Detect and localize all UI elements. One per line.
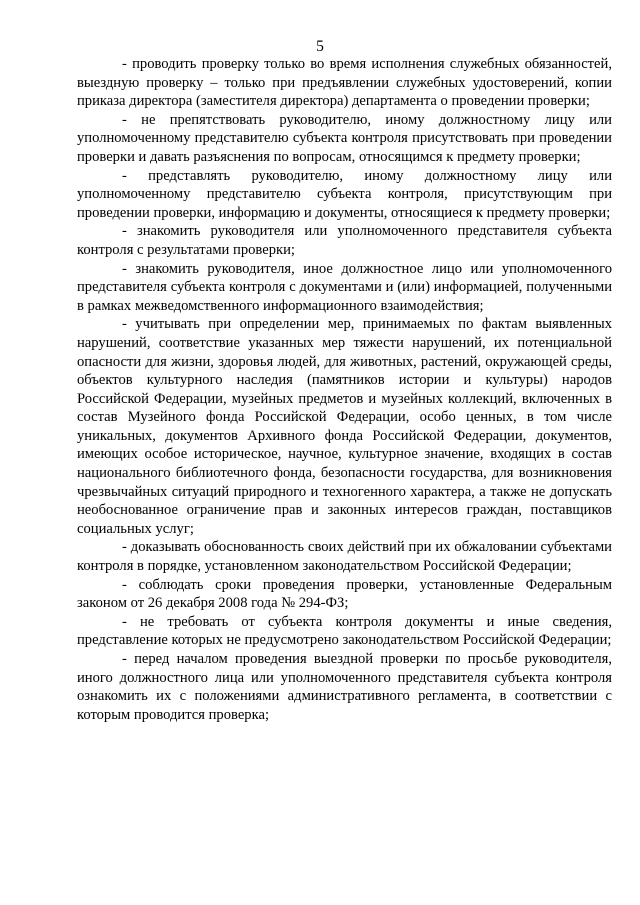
paragraph-observe-deadlines: - соблюдать сроки проведения проверки, установленные Федеральным законом от 26 декабря 2008 года № 294-ФЗ; [77, 576, 612, 612]
paragraph-no-extra-documents: - не требовать от субъекта контроля документы и иные сведения, представление которых не предусмотрено законодательством Российской Федерации; [77, 613, 612, 649]
paragraph-familiarize-results: - знакомить руководителя или уполномоченного представителя субъекта контроля с результатами проверки; [77, 223, 612, 258]
document-body [77, 55, 612, 724]
paragraph-consider-measures: - учитывать при определении мер, принимаемых по фактам выявленных нарушений, соответствие указанных мер тяжести нарушений, их потенциальной опасности для жизни, здоровья людей, для животных, растений, окружающей среды, объектов культурного наследия (памятников истории и культуры) народов Российской Федерации, музейных предметов и музейных коллекций, включенных в состав Музейного фонда Российской Федерации, особо ценных, в том числе уникальных, документов Архивного фонда Российской Федерации, документов, имеющих особое историческое, научное, культурное значение, входящих в состав национального библиотечного фонда, безопасности государства, для возникновения чрезвычайных ситуаций природного и техногенного характера, а также не допускать необоснованное ограничение прав и законных интересов граждан, поставщиков социальных услуг; [77, 316, 612, 537]
paragraph-inspection-timing: - проводить проверку только во время исполнения служебных обязанностей, выездную проверку – только при предъявлении служебных удостоверений, копии приказа директора (заместителя директора) департамента о проведении проверки; [77, 56, 612, 110]
paragraph-familiarize-documents: - знакомить руководителя, иное должностное лицо или уполномоченного представителя субъекта контроля с документами и (или) информацией, полученными в рамках межведомственного информационного взаимодействия; [77, 260, 612, 314]
paragraph-provide-information: - представлять руководителю, иному должностному лицу или уполномоченному представителю субъекта контроля, присутствующим при проведении проверки, информацию и документы, относящиеся к предмету проверки; [77, 167, 612, 221]
paragraph-justify-actions: - доказывать обоснованность своих действий при их обжаловании субъектами контроля в порядке, установленном законодательством Российской Федерации; [77, 539, 612, 575]
paragraph-no-obstruction: - не препятствовать руководителю, иному должностному лицу или уполномоченному представителю субъекта контроля присутствовать при проведении проверки и давать разъяснения по вопросам, относящимся к предмету проверки; [77, 111, 612, 165]
page-number: 5 [316, 38, 324, 55]
paragraph-regulation-briefing: - перед началом проведения выездной проверки по просьбе руководителя, иного должностного лица или уполномоченного представителя субъекта контроля ознакомить их с положениями административного регламента, в соответствии с которым проводится проверка; [77, 651, 612, 723]
